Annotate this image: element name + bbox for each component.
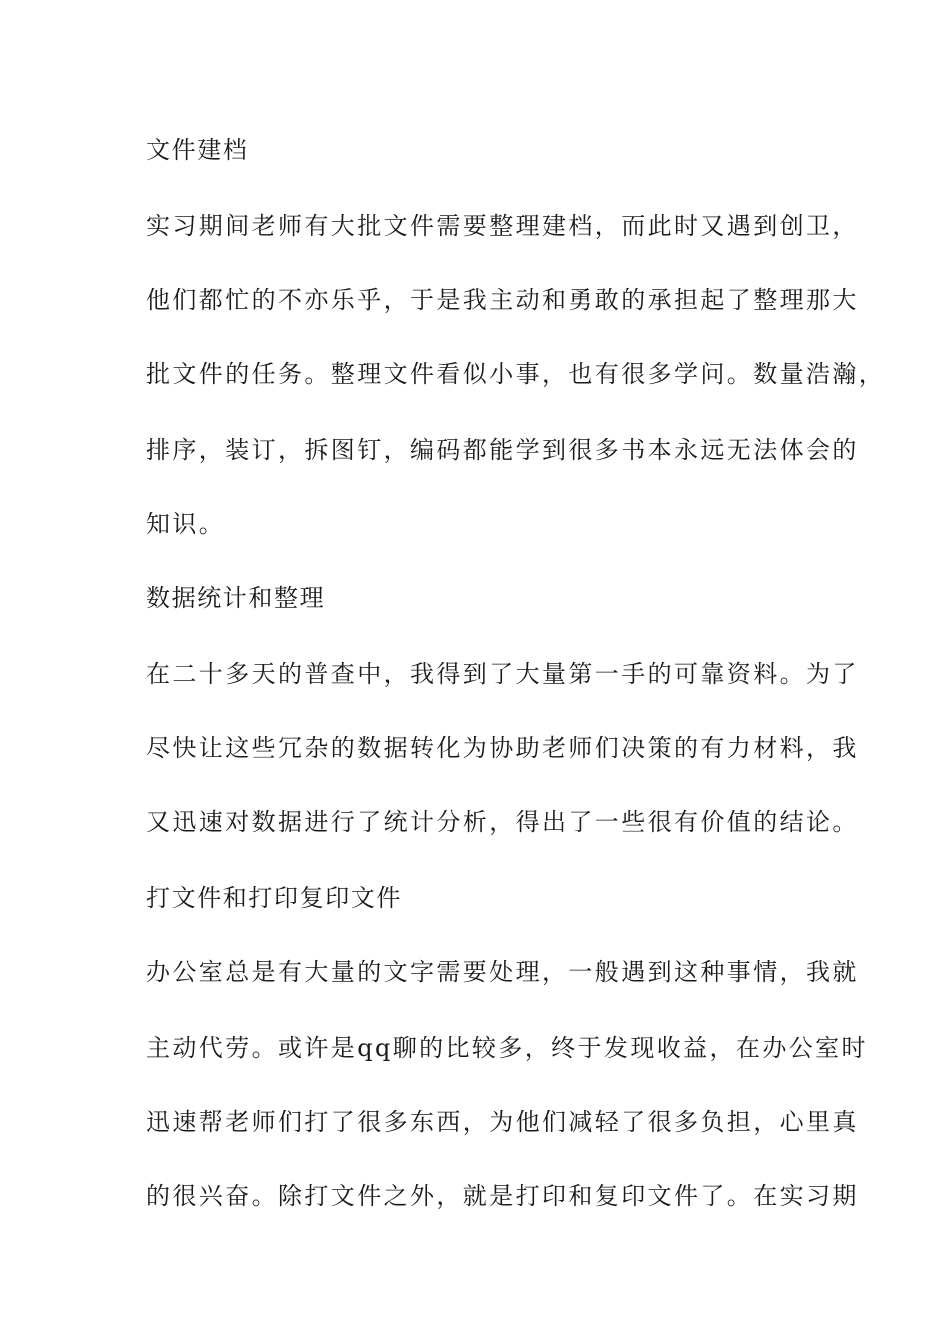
paragraph-line: 批文件的任务。整理文件看似小事，也有很多学问。数量浩瀚， bbox=[146, 360, 886, 388]
paragraph-line: 实习期间老师有大批文件需要整理建档，而此时又遇到创卫， bbox=[146, 212, 859, 240]
section-heading-printing: 打文件和打印复印文件 bbox=[146, 884, 402, 912]
paragraph-line: 他们都忙的不亦乐乎，于是我主动和勇敢的承担起了整理那大 bbox=[146, 286, 859, 314]
paragraph-line: 又迅速对数据进行了统计分析，得出了一些很有价值的结论。 bbox=[146, 808, 859, 836]
section-heading-filing: 文件建档 bbox=[146, 136, 249, 164]
paragraph-line: 知识。 bbox=[146, 510, 226, 538]
paragraph-line: 尽快让这些冗杂的数据转化为协助老师们决策的有力材料，我 bbox=[146, 734, 859, 762]
section-heading-statistics: 数据统计和整理 bbox=[146, 584, 326, 612]
paragraph-line: 迅速帮老师们打了很多东西，为他们减轻了很多负担，心里真 bbox=[146, 1108, 859, 1136]
paragraph-line: 办公室总是有大量的文字需要处理，一般遇到这种事情，我就 bbox=[146, 958, 859, 986]
paragraph-line: 在二十多天的普查中，我得到了大量第一手的可靠资料。为了 bbox=[146, 660, 859, 688]
paragraph-line: 主动代劳。或许是qq聊的比较多，终于发现收益，在办公室时 bbox=[146, 1034, 868, 1062]
paragraph-line: 的很兴奋。除打文件之外，就是打印和复印文件了。在实习期 bbox=[146, 1182, 859, 1210]
paragraph-line: 排序，装订，拆图钉，编码都能学到很多书本永远无法体会的 bbox=[146, 436, 859, 464]
